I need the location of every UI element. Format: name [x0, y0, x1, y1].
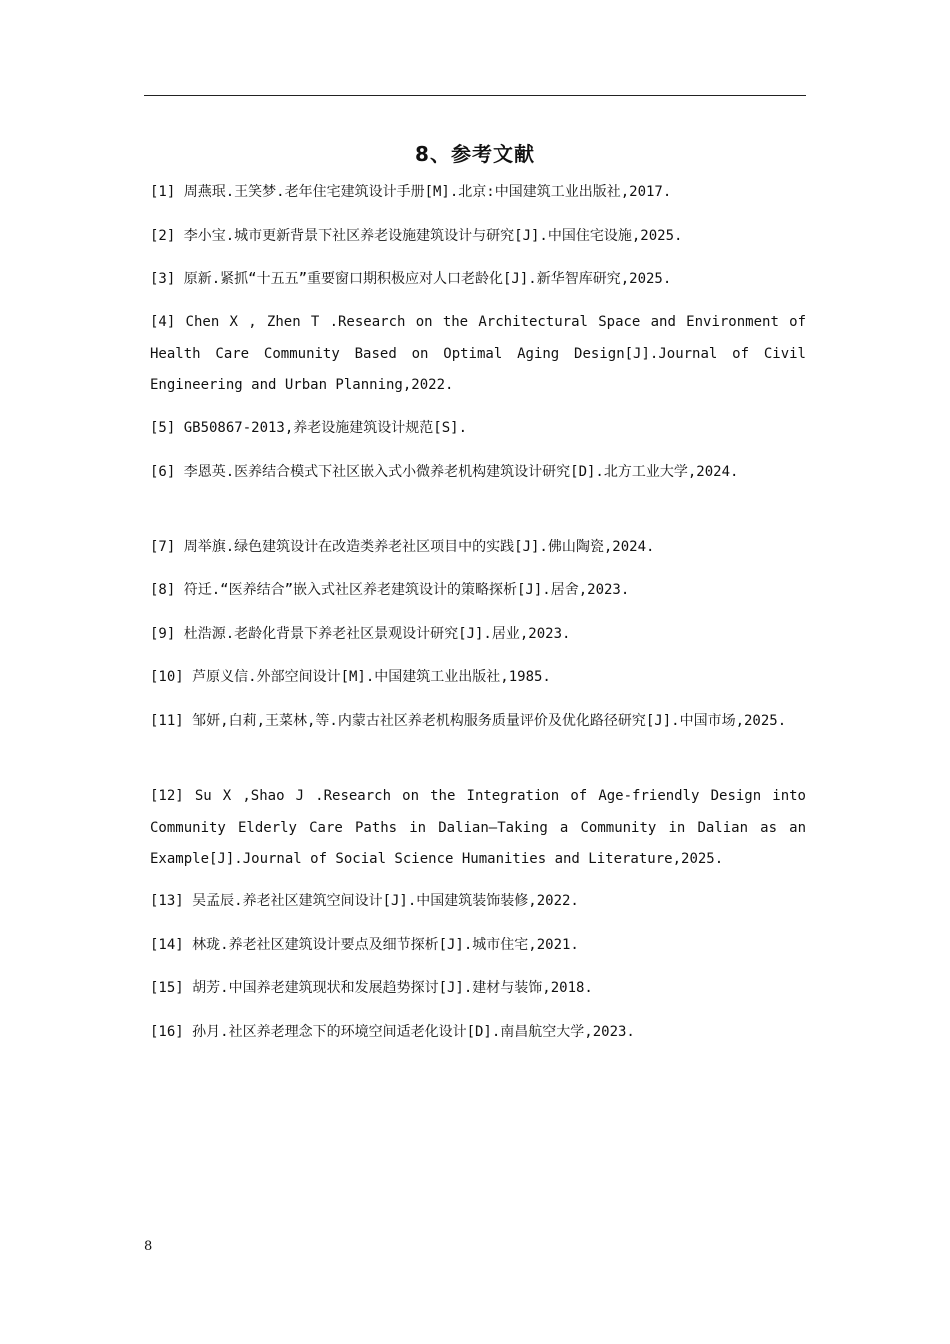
page-number: 8: [144, 1239, 153, 1254]
reference-item: [15] 胡芳.中国养老建筑现状和发展趋势探讨[J].建材与装饰,2018.: [150, 980, 593, 996]
reference-item: [3] 原新.紧抓“十五五”重要窗口期积极应对人口老龄化[J].新华智库研究,2025.: [150, 271, 672, 287]
reference-item: [1] 周燕珉.王笑梦.老年住宅建筑设计手册[M].北京:中国建筑工业出版社,2017.: [150, 184, 672, 200]
section-title: 8、参考文献: [415, 142, 535, 167]
header-rule: [144, 95, 806, 96]
reference-item: [5] GB50867-2013,养老设施建筑设计规范[S].: [150, 420, 468, 436]
reference-item: [14] 林珑.养老社区建筑设计要点及细节探析[J].城市住宅,2021.: [150, 937, 579, 953]
reference-item: [9] 杜浩源.老龄化背景下养老社区景观设计研究[J].居业,2023.: [150, 626, 571, 642]
reference-item: [7] 周举旗.绿色建筑设计在改造类养老社区项目中的实践[J].佛山陶瓷,2024.: [150, 539, 655, 555]
reference-item: [6] 李恩英.医养结合模式下社区嵌入式小微养老机构建筑设计研究[D].北方工业大学,2024.: [150, 464, 739, 480]
reference-item: [2] 李小宝.城市更新背景下社区养老设施建筑设计与研究[J].中国住宅设施,2025.: [150, 228, 683, 244]
reference-item: [16] 孙月.社区养老理念下的环境空间适老化设计[D].南昌航空大学,2023.: [150, 1024, 635, 1040]
reference-item: [10] 芦原义信.外部空间设计[M].中国建筑工业出版社,1985.: [150, 669, 551, 685]
reference-item: [4] Chen X , Zhen T .Research on the Architectural Space and Environment of Health Care Community Based on Optimal Aging Design[J].Journal of Civil Engineering and Urban Planning,2022.: [150, 314, 806, 393]
reference-item: [12] Su X ,Shao J .Research on the Integration of Age-friendly Design into Community Elderly Care Paths in Dalian—Taking a Community in Dalian as an Example[J].Journal of Social Science Humanities and Literature,2025.: [150, 788, 806, 867]
reference-item: [11] 邹妍,白莉,王菜林,等.内蒙古社区养老机构服务质量评价及优化路径研究[J].中国市场,2025.: [150, 713, 787, 729]
reference-item: [8] 符迁.“医养结合”嵌入式社区养老建筑设计的策略探析[J].居舍,2023.: [150, 582, 630, 598]
reference-item: [13] 吴孟辰.养老社区建筑空间设计[J].中国建筑装饰装修,2022.: [150, 893, 579, 909]
